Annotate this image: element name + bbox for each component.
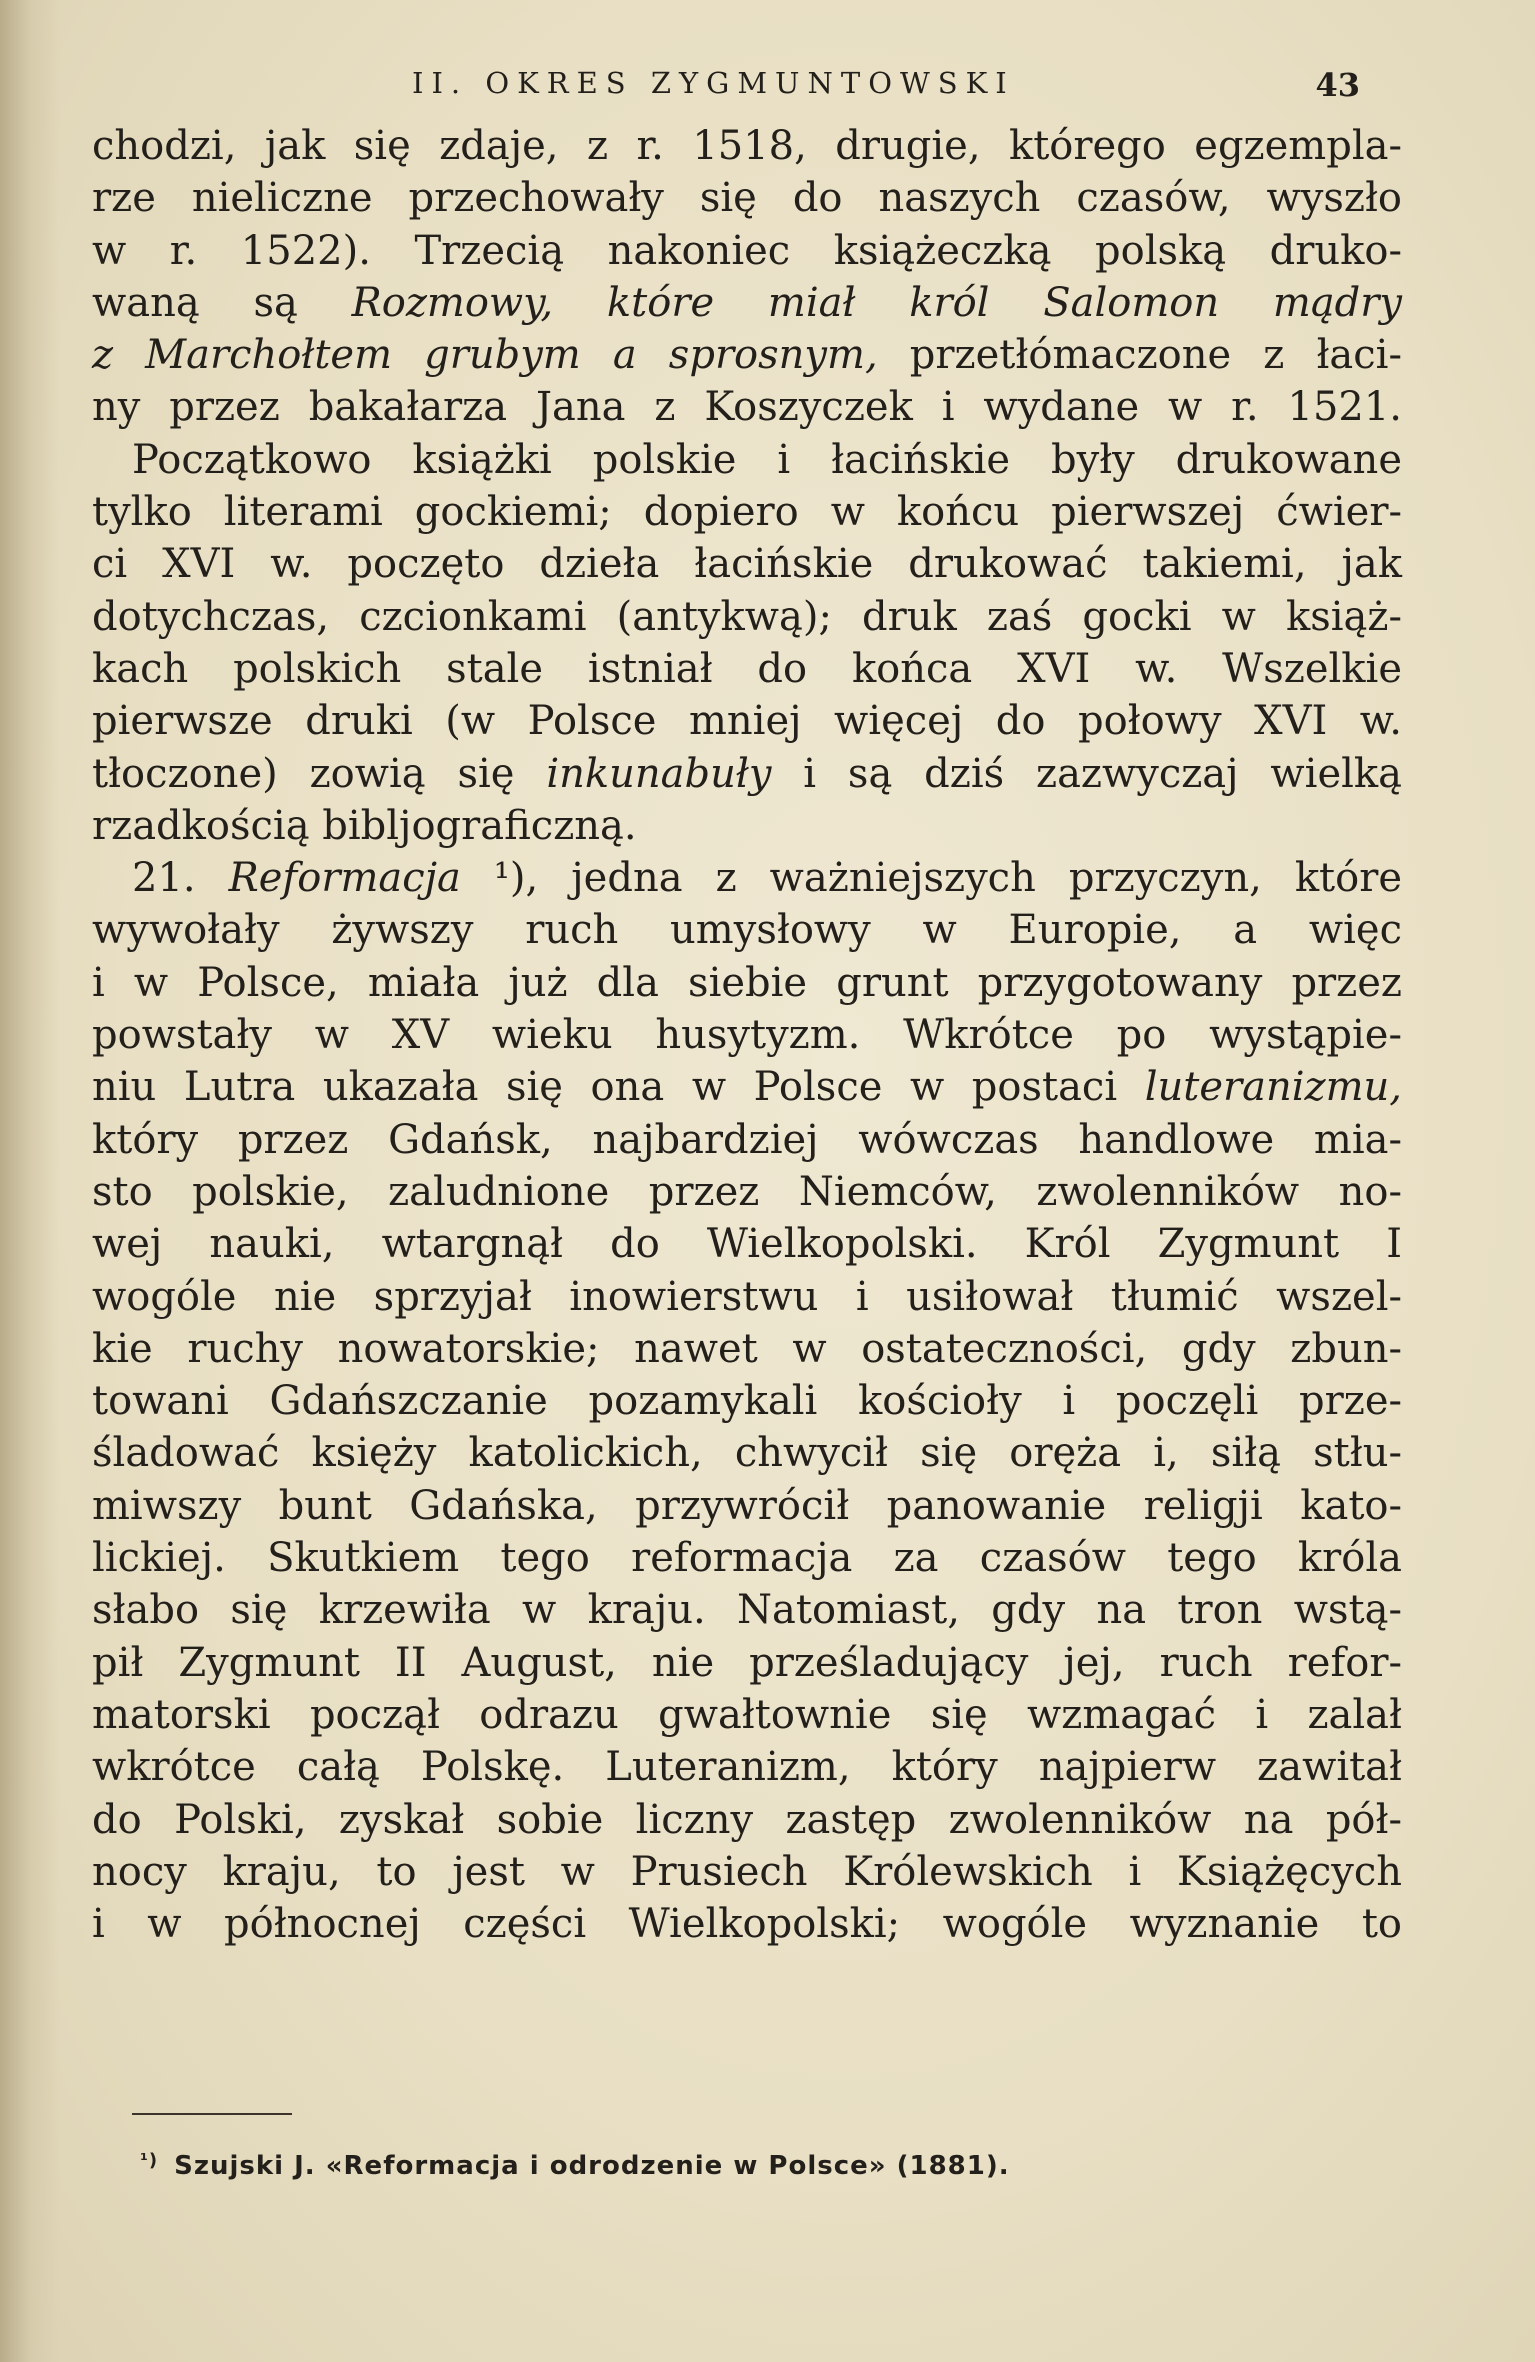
text-line bbox=[92, 172, 1402, 224]
text-span: wogóle nie sprzyjał inowierstwu i usiłował tłumić wszel- bbox=[92, 1273, 1402, 1320]
text-span: i są dziś zazwyczaj wielką bbox=[771, 750, 1402, 797]
body-text bbox=[92, 120, 1402, 1950]
text-span: tylko literami gockiemi; dopiero w końcu pierwszej ćwier- bbox=[92, 489, 1402, 536]
text-line bbox=[92, 1323, 1402, 1375]
text-span: sto polskie, zaludnione przez Niemców, zwolenników no- bbox=[92, 1168, 1402, 1215]
text-span: słabo się krzewiła w kraju. Natomiast, gdy na tron wstą- bbox=[92, 1587, 1402, 1634]
text-line bbox=[92, 695, 1402, 747]
italic-text: luteranizmu, bbox=[1144, 1064, 1402, 1111]
text-line bbox=[92, 1166, 1402, 1218]
text-span: ci XVI w. poczęto dzieła łacińskie drukować takiemi, jak bbox=[92, 541, 1402, 588]
text-line bbox=[92, 1061, 1402, 1113]
text-line bbox=[92, 1009, 1402, 1061]
text-line bbox=[92, 1689, 1402, 1741]
text-line bbox=[92, 957, 1402, 1009]
spine-shadow bbox=[0, 0, 60, 2362]
footnote bbox=[140, 2150, 1010, 2181]
text-span: matorski począł odrazu gwałtownie się wzmagać i zalał bbox=[92, 1691, 1402, 1738]
text-line bbox=[92, 748, 1402, 800]
text-line bbox=[92, 277, 1402, 329]
footnote-mark: ¹) bbox=[140, 2150, 159, 2171]
text-span: wywołały żywszy ruch umysłowy w Europie, a więc bbox=[92, 907, 1402, 954]
text-span: niu Lutra ukazała się ona w Polsce w postaci bbox=[92, 1064, 1145, 1111]
text-span: rze nieliczne przechowały się do naszych czasów, wyszło bbox=[92, 175, 1402, 222]
text-line bbox=[92, 1846, 1402, 1898]
text-line bbox=[92, 591, 1402, 643]
footnote-text: Szujski J. «Reformacja i odrodzenie w Polsce» (1881). bbox=[174, 2151, 1010, 2181]
text-span: waną są bbox=[92, 279, 352, 326]
text-span: w r. 1522). Trzecią nakoniec książeczką polską druko- bbox=[92, 227, 1402, 274]
text-span: ny przez bakałarza Jana z Koszyczek i wydane w r. 1521. bbox=[92, 384, 1402, 431]
text-line bbox=[92, 1584, 1402, 1636]
text-line bbox=[92, 434, 1402, 486]
text-line bbox=[92, 225, 1402, 277]
text-span: tłoczone) zowią się bbox=[92, 750, 547, 797]
text-span: towani Gdańszczanie pozamykali kościoły i poczęli prze- bbox=[92, 1378, 1402, 1425]
footnote-rule bbox=[132, 2113, 292, 2115]
text-line bbox=[92, 800, 1402, 852]
text-line bbox=[92, 1532, 1402, 1584]
text-span: Początkowo książki polskie i łacińskie były drukowane bbox=[132, 436, 1402, 483]
text-span: i w północnej części Wielkopolski; wogóle wyznanie to bbox=[92, 1901, 1402, 1948]
italic-text: Rozmowy, które miał król Salomon mądry bbox=[351, 279, 1402, 326]
page-number: 43 bbox=[1315, 66, 1360, 104]
text-line bbox=[92, 1218, 1402, 1270]
page-header bbox=[90, 66, 1360, 116]
text-span: rzadkością bibljograficzną. bbox=[92, 802, 637, 849]
text-span: chodzi, jak się zdaje, z r. 1518, drugie, którego egzempla- bbox=[92, 123, 1402, 169]
text-line bbox=[92, 904, 1402, 956]
text-span: kie ruchy nowatorskie; nawet w ostateczności, gdy zbun- bbox=[92, 1325, 1402, 1372]
text-line bbox=[92, 1480, 1402, 1532]
text-line bbox=[92, 486, 1402, 538]
text-line bbox=[92, 1427, 1402, 1479]
text-span: pierwsze druki (w Polsce mniej więcej do połowy XVI w. bbox=[92, 698, 1402, 745]
text-span: kach polskich stale istniał do końca XVI w. Wszelkie bbox=[92, 645, 1402, 692]
text-span: 21. bbox=[132, 855, 229, 902]
italic-text: z Marchołtem grubym a sprosnym, bbox=[92, 332, 878, 379]
text-span: do Polski, zyskał sobie liczny zastęp zwolenników na pół- bbox=[92, 1796, 1402, 1843]
text-span: lickiej. Skutkiem tego reformacja za czasów tego króla bbox=[92, 1535, 1402, 1582]
text-span: powstały w XV wieku husytyzm. Wkrótce po wystąpie- bbox=[92, 1012, 1402, 1059]
text-line bbox=[92, 538, 1402, 590]
text-line bbox=[92, 381, 1402, 433]
text-span: ¹), jedna z ważniejszych przyczyn, które bbox=[460, 855, 1403, 902]
text-line bbox=[92, 1271, 1402, 1323]
text-line bbox=[92, 643, 1402, 695]
text-line bbox=[92, 1741, 1402, 1793]
text-line bbox=[92, 1637, 1402, 1689]
text-line bbox=[92, 1114, 1402, 1166]
text-span: wkrótce całą Polskę. Luteranizm, który najpierw zawitał bbox=[92, 1744, 1402, 1791]
text-line bbox=[92, 1794, 1402, 1846]
text-span: przetłómaczone z łaci- bbox=[877, 332, 1402, 379]
text-span: dotychczas, czcionkami (antykwą); druk zaś gocki w książ- bbox=[92, 593, 1402, 640]
text-line bbox=[92, 120, 1402, 172]
text-span: który przez Gdańsk, najbardziej wówczas handlowe mia- bbox=[92, 1116, 1402, 1163]
text-span: śladować księży katolickich, chwycił się oręża i, siłą stłu- bbox=[92, 1430, 1402, 1477]
italic-text: inkunabuły bbox=[546, 750, 772, 797]
text-line bbox=[92, 852, 1402, 904]
running-title: II. OKRES ZYGMUNTOWSKI bbox=[412, 66, 1015, 100]
text-line bbox=[92, 1375, 1402, 1427]
text-span: miwszy bunt Gdańska, przywrócił panowanie religji kato- bbox=[92, 1482, 1402, 1529]
italic-text: Reformacja bbox=[228, 855, 461, 902]
text-line bbox=[92, 1898, 1402, 1950]
text-span: wej nauki, wtargnął do Wielkopolski. Król Zygmunt I bbox=[92, 1221, 1402, 1268]
text-line bbox=[92, 329, 1402, 381]
text-span: i w Polsce, miała już dla siebie grunt przygotowany przez bbox=[92, 959, 1402, 1006]
text-span: nocy kraju, to jest w Prusiech Królewskich i Książęcych bbox=[92, 1848, 1402, 1895]
text-span: pił Zygmunt II August, nie prześladujący jej, ruch refor- bbox=[92, 1639, 1402, 1686]
